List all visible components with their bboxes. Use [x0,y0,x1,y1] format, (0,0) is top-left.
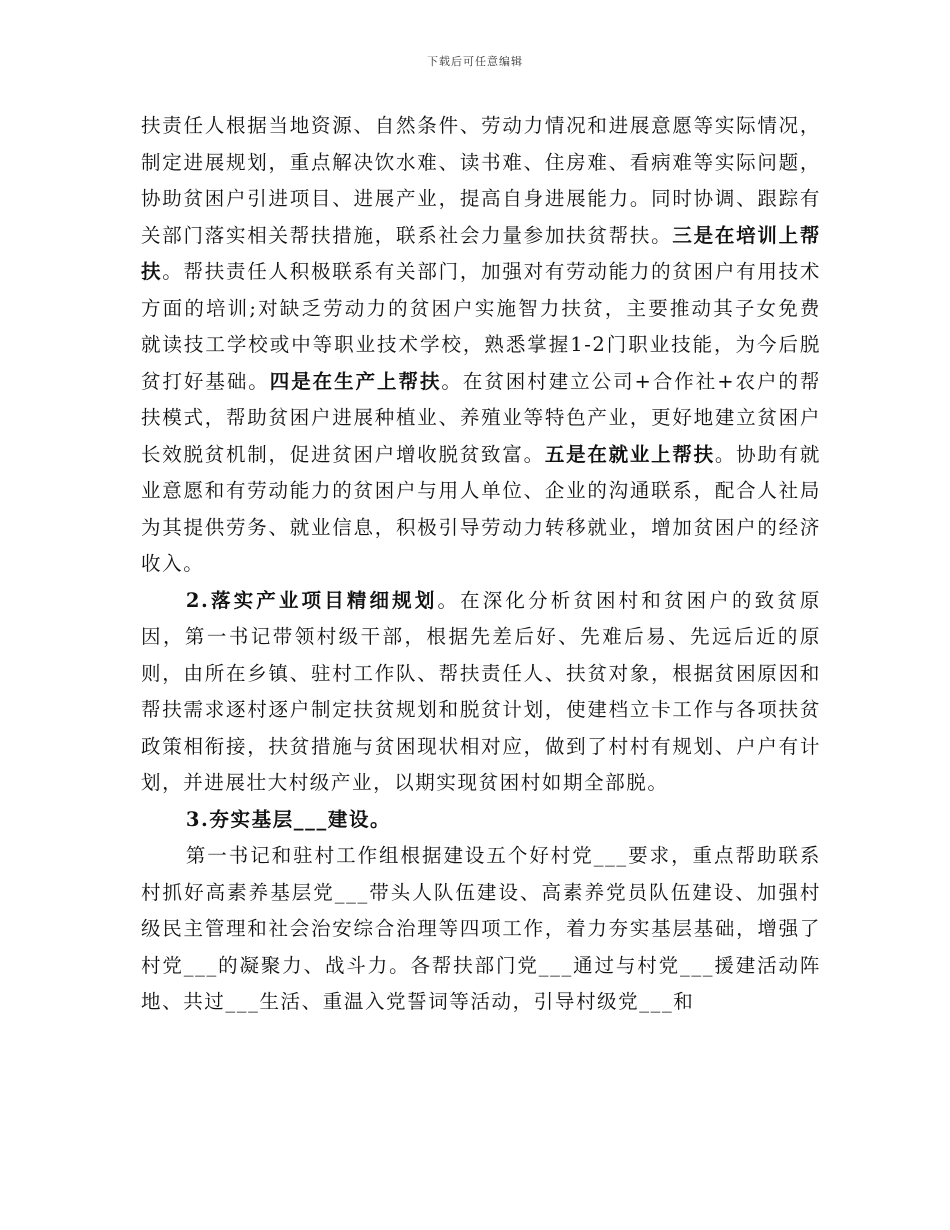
bold-heading: 五是在就业上帮扶 [544,442,715,466]
page-header: 下载后可任意编辑 [427,55,523,68]
bold-heading: 三是在培训上帮扶 [141,223,821,283]
paragraph-1 [141,108,821,583]
document-body [141,108,821,1021]
section-heading: 2.落实产业项目精细规划 [185,588,438,612]
paragraph-text: 第一书记和驻村工作组根据建设五个好村党___要求，重点帮助联系村抓好高素养基层党___带头人队伍建设、高素养党员队伍建设、加强村级民主管理和社会治安综合治理等四项工作，着力夯实基层基础，增强了村党___的凝聚力、战斗力。各帮扶部门党___通过与村党___援建活动阵地、共过___生活、重温入党誓词等活动，引导村级党___和 [141,844,821,1013]
paragraph-text: 。在贫困村建立公司+合作社+农户的帮扶模式，帮助贫困户进展种植业、养殖业等特色产业，更好地建立贫困户长效脱贫机制，促进贫困户增收脱贫致富。 [141,369,821,466]
paragraph-text: 。协助有就业意愿和有劳动能力的贫困户与用人单位、企业的沟通联系，配合人社局为其提供劳务、就业信息，积极引导劳动力转移就业，增加贫困户的经济收入。 [141,442,821,575]
paragraph-text: 。在深化分析贫困村和贫困户的致贫原因，第一书记带领村级干部，根据先差后好、先难后易、先远后近的原则，由所在乡镇、驻村工作队、帮扶责任人、扶贫对象，根据贫困原因和帮扶需求逐村逐户制定扶贫规划和脱贫计划，使建档立卡工作与各项扶贫政策相衔接，扶贫措施与贫困现状相对应，做到了村村有规划、户户有计划，并进展壮大村级产业，以期实现贫困村如期全部脱。 [141,588,821,794]
paragraph-2 [141,583,821,802]
paragraph-4 [141,838,821,1021]
bold-heading: 四是在生产上帮扶 [269,369,442,393]
section-heading-3: 3.夯实基层___建设。 [185,807,392,831]
paragraph-text: 。帮扶责任人积极联系有关部门，加强对有劳动能力的贫困户有用技术方面的培训;对缺乏劳动力的贫困户实施智力扶贫，主要推动其子女免费就读技工学校或中等职业技术学校，熟悉掌握1-2门职业技能，为今后脱贫打好基础。 [141,260,821,393]
paragraph-text: 扶责任人根据当地资源、自然条件、劳动力情况和进展意愿等实际情况，制定进展规划，重点解决饮水难、读书难、住房难、看病难等实际问题，协助贫困户引进项目、进展产业，提高自身进展能力。同时协调、跟踪有关部门落实相关帮扶措施，联系社会力量参加扶贫帮扶。 [141,114,821,247]
